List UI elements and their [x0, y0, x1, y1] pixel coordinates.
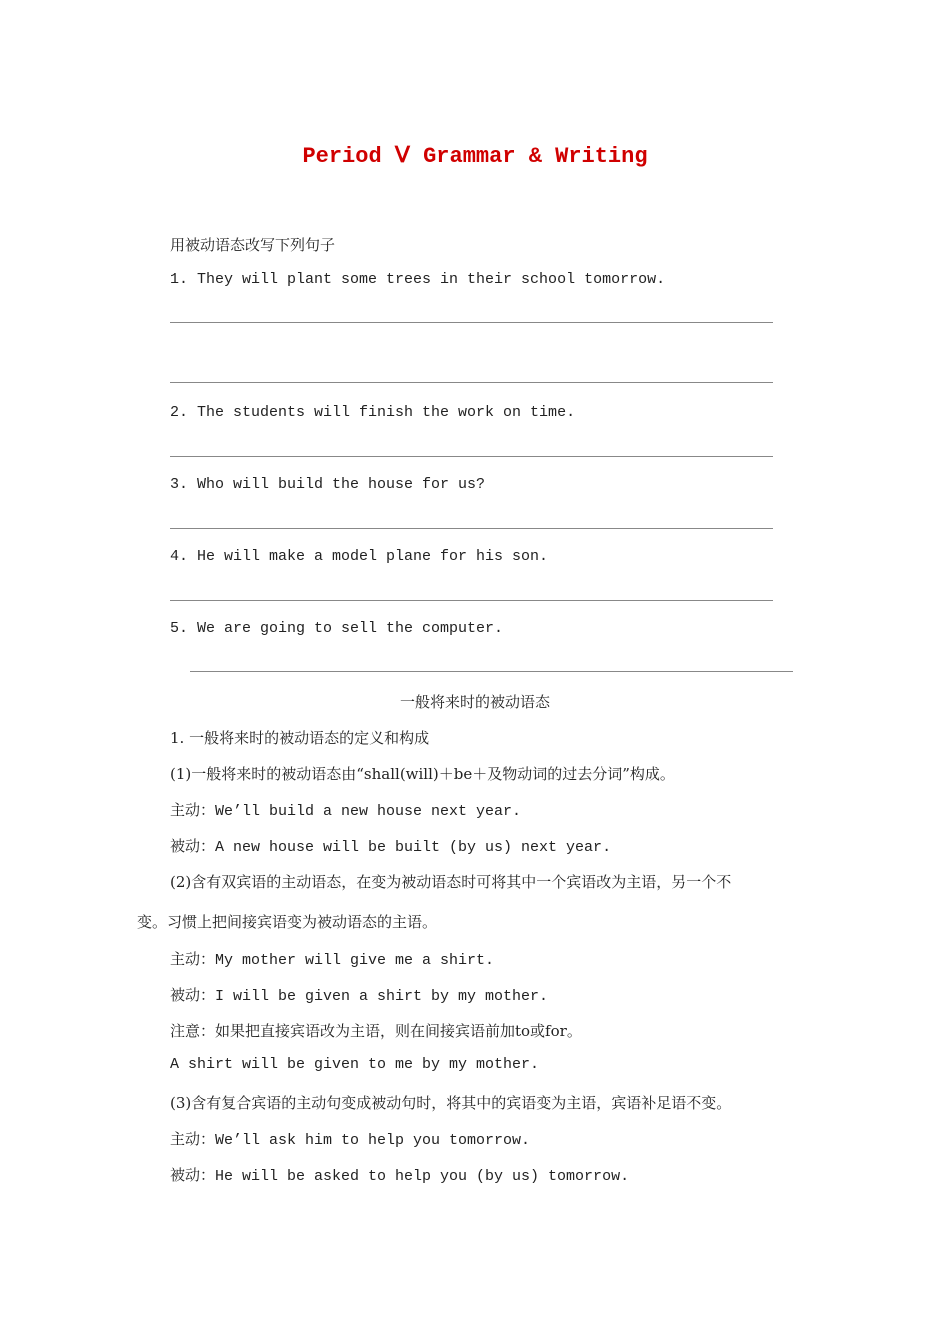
grammar-example: 主动：We’ll build a new house next year. [170, 803, 522, 820]
exercise-item-1: 1. They will plant some trees in their school tomorrow. [170, 271, 666, 288]
exercise-item-3: 3. Who will build the house for us? [170, 476, 486, 493]
exercise-instruction: 用被动语态改写下列句子 [170, 236, 336, 254]
grammar-example: 被动：I will be given a shirt by my mother. [170, 988, 549, 1005]
grammar-line: 1. 一般将来时的被动语态的定义和构成 [170, 729, 430, 747]
section-heading: 一般将来时的被动语态 [399, 693, 550, 711]
page-title: Period Ⅴ Grammar & Writing [302, 144, 648, 169]
grammar-line: (3)含有复合宾语的主动句变成被动句时，将其中的宾语变为主语，宾语补足语不变。 [170, 1094, 732, 1112]
grammar-note: 注意：如果把直接宾语改为主语，则在间接宾语前加to或for。 [170, 1022, 582, 1040]
answer-line[interactable] [170, 528, 773, 529]
answer-line[interactable] [190, 671, 793, 672]
exercise-item-2: 2. The students will finish the work on time. [170, 404, 576, 421]
exercise-item-4: 4. He will make a model plane for his son. [170, 548, 549, 565]
answer-line[interactable] [170, 382, 773, 383]
grammar-line: (2)含有双宾语的主动语态，在变为被动语态时可将其中一个宾语改为主语，另一个不 [170, 873, 732, 891]
grammar-example: A shirt will be given to me by my mother. [170, 1056, 540, 1073]
grammar-example: 主动：My mother will give me a shirt. [170, 952, 495, 969]
grammar-example: 被动：A new house will be built (by us) next year. [170, 839, 612, 856]
exercise-item-5: 5. We are going to sell the computer. [170, 620, 504, 637]
grammar-example: 主动：We’ll ask him to help you tomorrow. [170, 1132, 531, 1149]
grammar-line: (1)一般将来时的被动语态由“shall(will)＋be＋及物动词的过去分词”构成。 [170, 765, 675, 783]
answer-line[interactable] [170, 456, 773, 457]
grammar-line: 变。习惯上把间接宾语变为被动语态的主语。 [137, 913, 438, 931]
grammar-example: 被动：He will be asked to help you (by us) tomorrow. [170, 1168, 630, 1185]
answer-line[interactable] [170, 322, 773, 323]
answer-line[interactable] [170, 600, 773, 601]
